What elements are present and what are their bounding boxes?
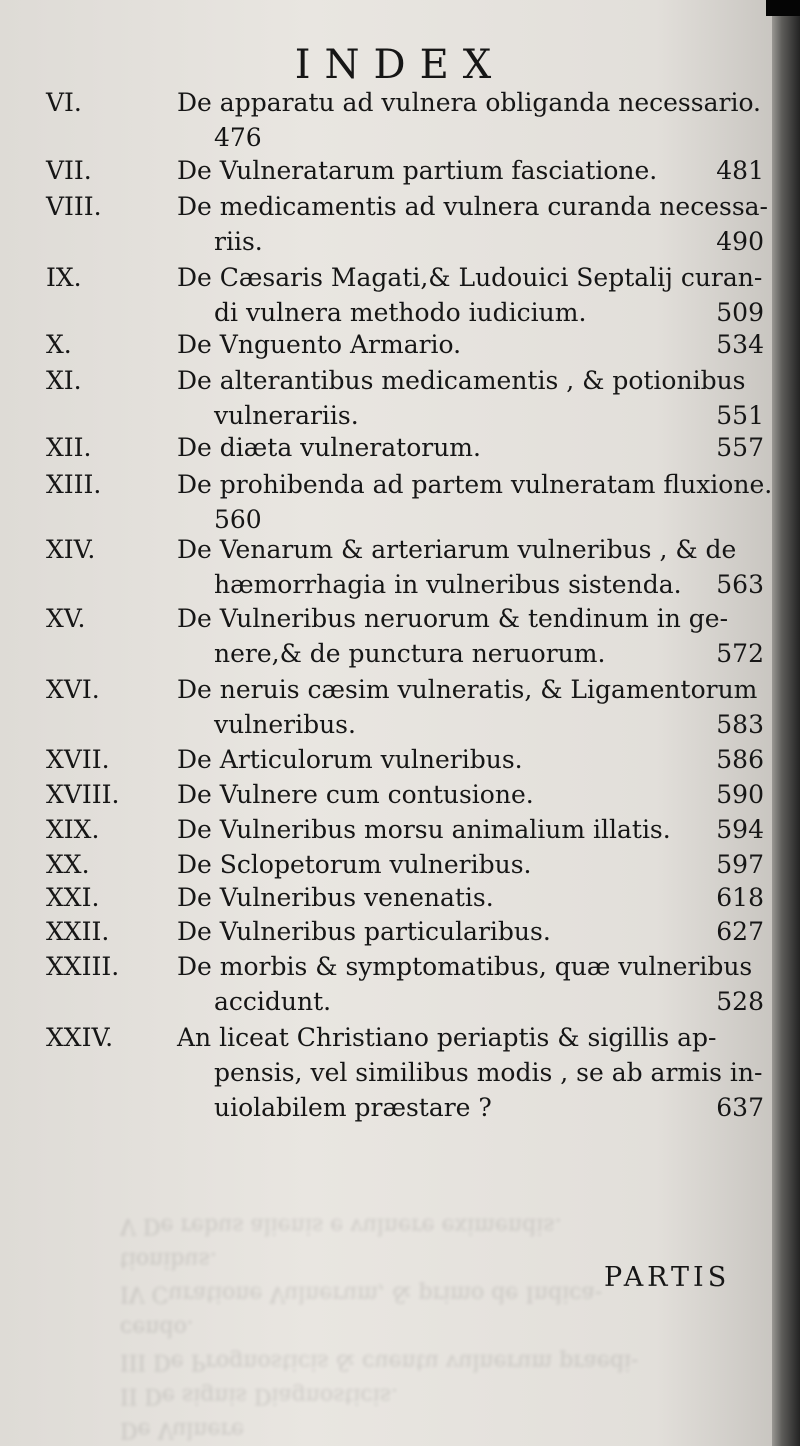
- page-number: 590: [716, 780, 764, 809]
- chapter-number: X.: [46, 330, 72, 359]
- page-number: 563: [716, 570, 764, 599]
- chapter-number: XIII.: [46, 470, 102, 499]
- entry-title: De Vnguento Armario.: [177, 330, 462, 359]
- entry-title-continued: vulnerariis.: [214, 401, 359, 430]
- page-number: 490: [716, 227, 764, 256]
- page-title: INDEX: [294, 42, 506, 88]
- entry-title: De Vulneribus neruorum & tendinum in ge-: [177, 604, 729, 633]
- entry-title: De prohibenda ad partem vulneratam fluxione.: [177, 470, 773, 499]
- chapter-number: XII.: [46, 433, 92, 462]
- entry-title: De Vulneribus venenatis.: [177, 883, 494, 912]
- entry-title: De medicamentis ad vulnera curanda necessa-: [177, 192, 769, 221]
- page-number: 597: [716, 850, 764, 879]
- chapter-number: XIX.: [46, 815, 100, 844]
- page-number: 586: [716, 745, 764, 774]
- entry-title: De Venarum & arteriarum vulneribus , & de: [177, 535, 737, 564]
- entry-title: De Cæsaris Magati,& Ludouici Septalij curan-: [177, 263, 763, 292]
- chapter-number: XXIV.: [46, 1023, 114, 1052]
- bleed-line: V De rebus alienis e vulnere eximendis.: [120, 1213, 562, 1238]
- entry-title: De diæta vulneratorum.: [177, 433, 481, 462]
- page-number: 528: [716, 987, 764, 1016]
- entry-title: De Vulneratarum partium fasciatione.: [177, 156, 658, 185]
- page-number: 627: [716, 917, 764, 946]
- entry-title: De Articulorum vulneribus.: [177, 745, 523, 774]
- bleed-line: III De Prognosticis & cuentu vulnerum praedi-: [120, 1349, 639, 1374]
- entry-title: De Vulneribus morsu animalium illatis.: [177, 815, 671, 844]
- page-number: 618: [716, 883, 764, 912]
- chapter-number: XIV.: [46, 535, 96, 564]
- page-number: 557: [716, 433, 764, 462]
- entry-title: De morbis & symptomatibus, quæ vulneribus: [177, 952, 753, 981]
- page-number: 481: [716, 156, 764, 185]
- chapter-number: VI.: [46, 88, 82, 117]
- entry-title: De alterantibus medicamentis , & potionibus: [177, 366, 746, 395]
- bleed-line: cendo.: [120, 1315, 194, 1340]
- entry-title: De Vulneribus particularibus.: [177, 917, 551, 946]
- chapter-number: XXIII.: [46, 952, 120, 981]
- chapter-number: XXI.: [46, 883, 100, 912]
- entry-title: De Sclopetorum vulneribus.: [177, 850, 532, 879]
- chapter-number: XVII.: [46, 745, 110, 774]
- entry-title-continued: riis.: [214, 227, 263, 256]
- entry-title-continued: uiolabilem præstare ?: [214, 1093, 492, 1122]
- catchword: PARTIS: [604, 1262, 731, 1293]
- chapter-number: IX.: [46, 263, 82, 292]
- chapter-number: XXII.: [46, 917, 110, 946]
- entry-title-continued: pensis, vel similibus modis , se ab armis in-: [214, 1058, 763, 1087]
- chapter-number: XX.: [46, 850, 90, 879]
- entry-title: An liceat Christiano periaptis & sigillis ap-: [177, 1023, 717, 1052]
- entry-title: De neruis cæsim vulneratis, & Ligamentorum: [177, 675, 758, 704]
- bleed-line: IV Curatione Vulnerum, & primo de Indica-: [120, 1281, 603, 1306]
- page-number: 637: [716, 1093, 764, 1122]
- chapter-number: VIII.: [46, 192, 102, 221]
- bleed-line: tionibus.: [120, 1247, 217, 1272]
- chapter-number: VII.: [46, 156, 92, 185]
- entry-title-continued: vulneribus.: [214, 710, 356, 739]
- page-number: 583: [716, 710, 764, 739]
- chapter-number: XV.: [46, 604, 86, 633]
- page-number: 534: [716, 330, 764, 359]
- page-number: 551: [716, 401, 764, 430]
- bleed-line: II De signis Diagnosticis.: [120, 1383, 399, 1408]
- page-number: 594: [716, 815, 764, 844]
- entry-title-continued: 476: [214, 123, 262, 152]
- entry-title: De apparatu ad vulnera obliganda necessario.: [177, 88, 761, 117]
- bleed-line: De Vulnere: [120, 1417, 245, 1442]
- chapter-number: XI.: [46, 366, 82, 395]
- binding-edge-corner: [766, 0, 800, 16]
- page-number: 509: [716, 298, 764, 327]
- chapter-number: XVI.: [46, 675, 100, 704]
- entry-title-continued: nere,& de punctura neruorum.: [214, 639, 606, 668]
- binding-edge: [772, 0, 800, 1446]
- entry-title: De Vulnere cum contusione.: [177, 780, 534, 809]
- entry-title-continued: 560: [214, 505, 262, 534]
- chapter-number: XVIII.: [46, 780, 120, 809]
- entry-title-continued: hæmorrhagia in vulneribus sistenda.: [214, 570, 682, 599]
- entry-title-continued: accidunt.: [214, 987, 332, 1016]
- page-number: 572: [716, 639, 764, 668]
- entry-title-continued: di vulnera methodo iudicium.: [214, 298, 587, 327]
